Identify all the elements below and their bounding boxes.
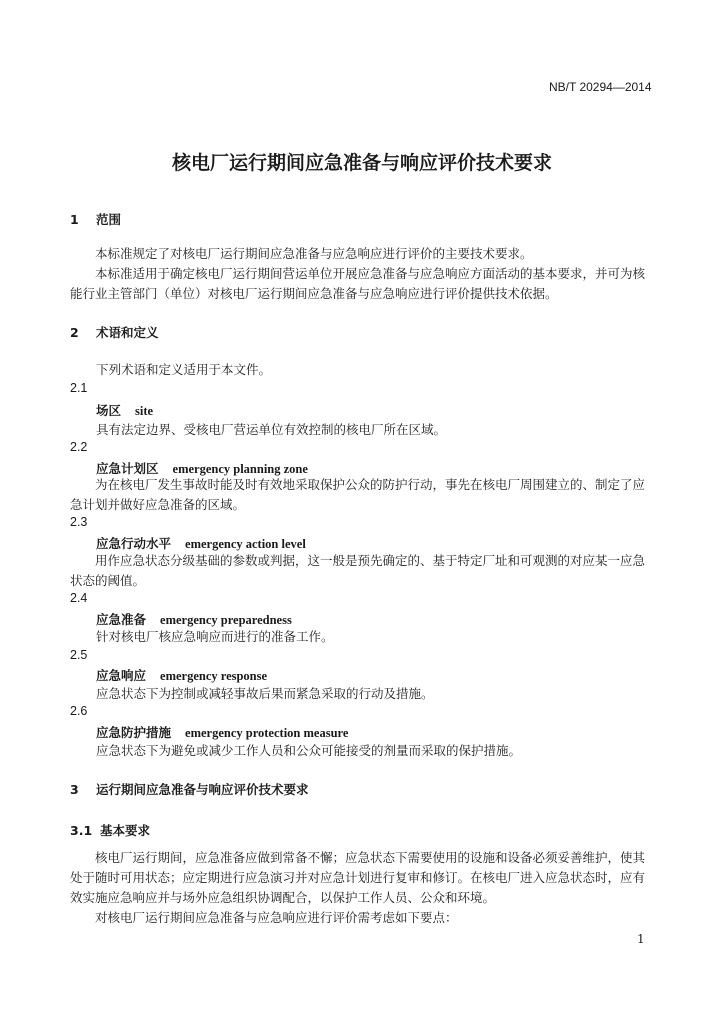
term-cn: 应急防护措施	[96, 725, 172, 740]
term-definition: 用作应急状态分级基础的参数或判据，这一般是预先确定的、基于特定厂址和可观测的对应某一应急状态的阈值。	[70, 553, 646, 588]
section-1-heading	[70, 210, 121, 228]
term-en: site	[135, 404, 154, 418]
term-cn: 应急响应	[96, 668, 147, 683]
subsection-3-1-heading	[70, 821, 150, 839]
term-heading	[96, 401, 153, 419]
term-cn: 场区	[96, 403, 122, 418]
term-number: 2.6	[70, 704, 88, 718]
term-number: 2.4	[70, 591, 88, 605]
paragraph: 对核电厂运行期间应急准备与应急响应进行评价需考虑如下要点：	[95, 910, 458, 925]
term-heading	[96, 666, 267, 684]
term-number: 2.5	[70, 648, 88, 662]
term-en: emergency planning zone	[172, 462, 308, 476]
paragraph: 核电厂运行期间，应急准备应做到常备不懈；应急状态下需要使用的设施和设备必须妥善维护，使其处于随时可用状态；应定期进行应急演习并对应急计划进行复审和修订。在核电厂进入应急状态时，应有效实施应急响应并与场外应急组织协调配合，以保护工作人员、公众和环境。	[70, 850, 646, 905]
term-definition: 应急状态下为控制或减轻事故后果而紧急采取的行动及措施。	[96, 686, 434, 701]
term-number: 2.1	[70, 381, 88, 395]
term-number: 2.2	[70, 440, 88, 454]
section-2-intro: 下列术语和定义适用于本文件。	[96, 362, 272, 377]
term-definition: 针对核电厂核应急响应而进行的准备工作。	[96, 629, 334, 644]
term-en: emergency action level	[185, 537, 306, 551]
term-heading	[96, 723, 348, 741]
paragraph: 本标准适用于确定核电厂运行期间营运单位开展应急准备与应急响应方面活动的基本要求，并可为核能行业主管部门（单位）对核电厂运行期间应急准备与应急响应进行评价提供技术依据。	[70, 266, 646, 301]
standard-code: NB/T 20294—2014	[549, 80, 652, 94]
term-cn: 应急计划区	[96, 461, 159, 476]
section-2-heading	[70, 323, 159, 341]
term-definition: 为在核电厂发生事故时能及时有效地采取保护公众的防护行动，事先在核电厂周围建立的、制定了应急计划并做好应急准备的区域。	[70, 477, 646, 512]
term-heading	[96, 534, 306, 552]
section-title: 运行期间应急准备与响应评价技术要求	[96, 782, 309, 797]
term-cn: 应急行动水平	[96, 536, 172, 551]
section-3-heading	[70, 780, 309, 798]
section-title: 范围	[96, 212, 122, 227]
subsection-title: 基本要求	[100, 823, 151, 838]
term-number: 2.3	[70, 515, 88, 529]
paragraph: 本标准规定了对核电厂运行期间应急准备与应急响应进行评价的主要技术要求。	[95, 246, 533, 261]
section-1-body	[70, 244, 656, 304]
section-number: 2	[70, 325, 79, 340]
term-en: emergency protection measure	[185, 726, 349, 740]
section-number: 1	[70, 212, 79, 227]
term-definition: 具有法定边界、受核电厂营运单位有效控制的核电厂所在区域。	[96, 422, 447, 437]
term-cn: 应急准备	[96, 612, 147, 627]
section-title: 术语和定义	[96, 325, 159, 340]
term-heading	[96, 610, 292, 628]
document-title: 核电厂运行期间应急准备与响应评价技术要求	[171, 152, 552, 174]
term-definition: 应急状态下为避免或减少工作人员和公众可能接受的剂量而采取的保护措施。	[96, 743, 522, 758]
term-en: emergency response	[160, 669, 268, 683]
subsection-3-1-body	[70, 848, 656, 928]
page-number: 1	[637, 932, 645, 946]
section-number: 3	[70, 782, 79, 797]
subsection-number: 3.1	[70, 823, 93, 838]
term-en: emergency preparedness	[160, 613, 292, 627]
